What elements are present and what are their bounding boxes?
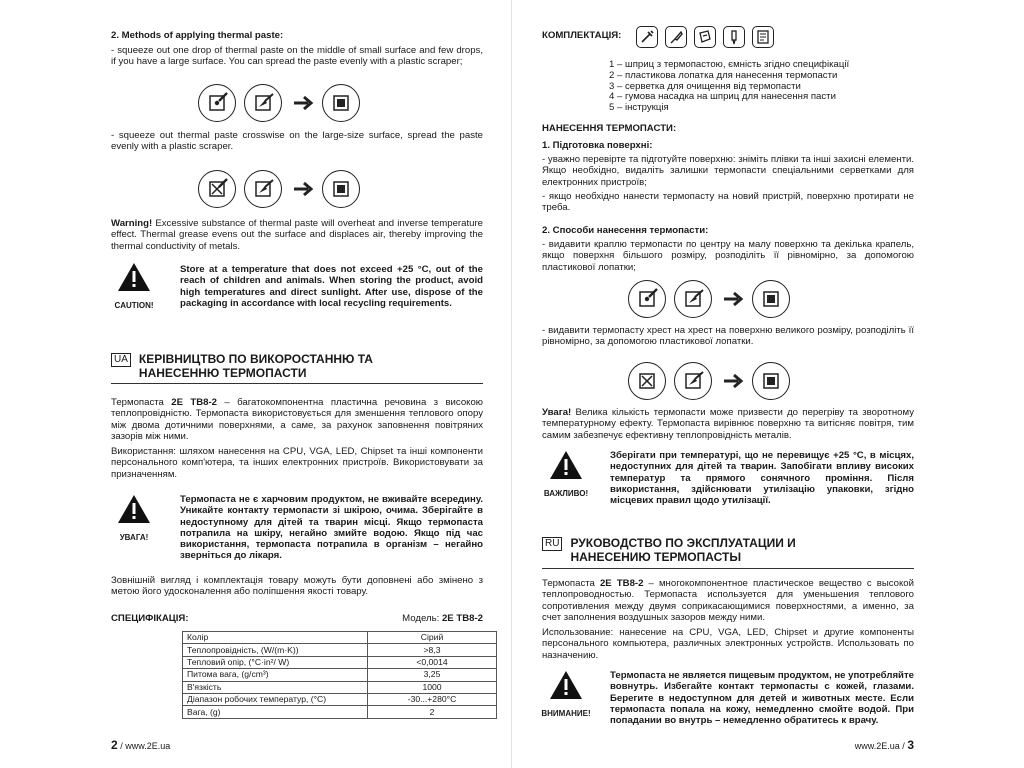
page-number: 3 — [907, 738, 914, 752]
table-row: Теплопровідність, (W/(m·K)) >8,3 — [183, 644, 497, 656]
ru-badge: RU — [542, 537, 562, 551]
ua-warning-text: Термопаста не є харчовим продуктом, не вживайте всередину. Уникайте контакту термопасти зі шкірою, очима. Зберігайте в недоступному для дітей та тварин місці. Якщо термопаста потрапила на шкіру, негайно змийте водою. Якщо під час використання, термопаста потрапила в організм – негайно зверніться до лікаря. — [180, 494, 483, 562]
ua-title-line2: НАНЕСЕННЮ ТЕРМОПАСТИ — [138, 366, 307, 380]
spec-table — [182, 631, 497, 719]
right-footer — [842, 738, 914, 752]
ru-intro: Термопаста 2E TB8-2 – многокомпонентное пластическое вещество с высокой теплопроводностью. Термопаста используется для уменьшения теплового сопротивления между двумя соприкасающимися поверхностями, а именно, за счет заполнения воздушных зазоров между ними. — [542, 578, 914, 623]
ru-title-line1: РУКОВОДСТВО ПО ЭКСПЛУАТАЦИИ И — [570, 536, 796, 550]
method-small-text: - squeeze out one drop of thermal paste on the middle of small surface and few drops, if you have a large surface. You can spread the paste evenly with a plastic scraper; — [111, 45, 483, 68]
warning-text: Велика кількість термопасти може призвести до перегріву та зворотному температурному ефекту. Термопаста вирівнює поверхню та витісняє повітря, тим самим забезпечує ефективну теплопровідність металів. — [542, 407, 914, 441]
table-row: В'язкість 1000 — [183, 681, 497, 693]
list-item: 4 – гумова насадка на шприц для нанесення пасти — [609, 91, 836, 103]
caution-triangle-icon — [549, 670, 583, 700]
spread-paste-icon — [674, 362, 712, 400]
ua-usage: Використання: шляхом нанесення на CPU, VGA, LED, Chipset та інші компоненти персонального комп'ютера, та інших електронних пристроїв. Використовувати за призначенням. — [111, 446, 483, 480]
syringe-icon — [636, 26, 658, 48]
ru-title-line2: НАНЕСЕНИЮ ТЕРМОПАСТЫ — [570, 550, 742, 564]
kit-list — [609, 60, 849, 114]
kit-icons — [636, 26, 781, 48]
caution-triangle-icon — [117, 262, 151, 292]
caution-text: Зберігати при температурі, що не перевищує +25 °С, в місцях, недоступних для дітей та тварин. Запобігати впливу високих температур та прямого сонячного проміння. Після використання, здійснювати утилізацію упаковки, згідно місцевих правил щодо утилізації. — [610, 450, 914, 507]
spatula-icon — [665, 26, 687, 48]
footer-site-link[interactable]: / www.2E.ua — [120, 741, 171, 751]
warning-text: Excessive substance of thermal paste will overheat and inverse temperature effect. Thermal grease evens out the surface and displaces air, thereby improving the thermal conductivity of metals. — [111, 218, 483, 252]
prep-heading: 1. Підготовка поверхні: — [542, 140, 653, 151]
ru-warning-block — [536, 670, 596, 719]
spread-paste-icon — [244, 84, 282, 122]
list-item: 3 – серветка для очищення від термопасти — [609, 80, 801, 92]
chip-drop-icon — [628, 280, 666, 318]
chip-covered-icon — [752, 362, 790, 400]
kit-heading: КОМПЛЕКТАЦІЯ: — [542, 30, 622, 41]
nozzle-icon — [723, 26, 745, 48]
table-row: Вага, (g) 2 — [183, 706, 497, 718]
arrow-right-icon — [722, 289, 746, 309]
ua-title-line1: КЕРІВНИЦТВО ПО ВИКОРОСТАННЮ ТА — [138, 352, 373, 366]
caution-triangle-icon — [549, 450, 583, 480]
table-row: Тепловий опір, (°C·in²/ W) <0,0014 — [183, 656, 497, 668]
arrow-right-icon — [292, 179, 316, 199]
chip-covered-icon — [322, 84, 360, 122]
ua-appearance: Зовнішній вигляд і комплектація товару можуть бути доповнені або змінено з метою його удосконалення або поліпшення якості товару. — [111, 575, 483, 598]
caution-text: Store at a temperature that does not exceed +25 °C, out of the reach of children and animals. When storing the product, avoid high temperatures and direct sunlight. After use, dispose of the packaging in accordance with local recycling requirements. — [180, 264, 483, 309]
small-surface-steps — [628, 280, 798, 318]
small-surface-steps — [198, 84, 368, 122]
warning-paragraph — [111, 218, 483, 252]
ru-intro-model: 2E TB8-2 — [599, 578, 644, 589]
manual-icon — [752, 26, 774, 48]
spec-heading: СПЕЦИФІКАЦІЯ: — [111, 613, 189, 624]
caution-label: CAUTION! — [114, 301, 154, 310]
method-large-text: - squeeze out thermal paste crosswise on the large-size surface, spread the paste evenly with a plastic scraper. — [111, 130, 483, 153]
chip-covered-icon — [752, 280, 790, 318]
ua-warning-block — [104, 494, 164, 543]
list-item: 2 – пластикова лопатка для нанесення термопасти — [609, 69, 838, 81]
left-footer — [111, 738, 170, 752]
right-page — [512, 0, 1024, 768]
way-small-text: - видавити краплю термопасти по центру на малу поверхню та декілька крапель, якщо поверхня більшого розміру, розподіліть її рівномірно, за допомогою пластикової лопатки; — [542, 239, 914, 273]
caution-block — [104, 262, 164, 311]
page-number: 2 — [111, 738, 118, 752]
warning-label: Увага! — [542, 407, 572, 418]
caution-block — [536, 450, 596, 499]
list-item: 1 – шприц з термопастою, ємність згідно специфікації — [609, 59, 850, 70]
model-line: Модель: 2E TB8-2 — [402, 613, 483, 624]
chip-covered-icon — [322, 170, 360, 208]
ru-usage: Использование: нанесение на CPU, VGA, LED, Chipset и другие компоненты персонального компьютера, различных электронных устройств. Использовать по назначению. — [542, 627, 914, 661]
warning-label: Warning! — [111, 218, 153, 229]
spread-paste-icon — [244, 170, 282, 208]
caution-label: ВАЖЛИВО! — [543, 489, 589, 498]
table-row: Діапазон робочих температур, (°C) -30...+280°C — [183, 693, 497, 705]
chip-cross-icon — [198, 170, 236, 208]
ua-warning-label: УВАГА! — [119, 533, 149, 542]
large-surface-steps — [628, 362, 798, 400]
spread-paste-icon — [674, 280, 712, 318]
table-row: Питома вага, (g/cm³) 3,25 — [183, 669, 497, 681]
prep-text-2: - якщо необхідно нанести термопасту на новий пристрій, поверхню протирати не треба. — [542, 191, 914, 214]
ua-badge: UA — [111, 353, 131, 367]
list-item: 5 – інструкція — [609, 102, 669, 114]
footer-site-link[interactable]: www.2E.ua / — [854, 741, 905, 751]
arrow-right-icon — [292, 93, 316, 113]
model-value: 2E TB8-2 — [441, 613, 483, 624]
warning-paragraph — [542, 407, 914, 441]
ua-section-header — [111, 352, 373, 380]
large-surface-steps — [198, 170, 368, 208]
caution-triangle-icon — [117, 494, 151, 524]
way-large-text: - видавити термопасту хрест на хрест на поверхню великого розміру, розподіліть її рівномірно, за допомогою пластикової лопатки. — [542, 325, 914, 348]
wipe-icon — [694, 26, 716, 48]
table-row: Колір Сірий — [183, 632, 497, 644]
chip-cross-icon — [628, 362, 666, 400]
ru-divider — [542, 568, 914, 569]
chip-drop-icon — [198, 84, 236, 122]
apply-heading: НАНЕСЕННЯ ТЕРМОПАСТИ: — [542, 123, 677, 134]
ways-heading: 2. Способи нанесення термопасти: — [542, 225, 709, 236]
arrow-right-icon — [722, 371, 746, 391]
prep-text-1: - уважно перевірте та підготуйте поверхню: зніміть плівки та інші захисні елементи. Якщо необхідно, видаліть залишки термопасти спеціальними серветками для електронних пристроїв; — [542, 154, 914, 188]
ua-divider — [111, 383, 483, 384]
ua-intro: Термопаста 2E TB8-2 – багатокомпонентна пластична речовина з високою теплопровідністю. Термопаста використовується для зменшення теплового опору між двома дотичними поверхнями, а саме, за рахунок заповнення повітряних зазорів між ними. — [111, 397, 483, 442]
ru-section-header — [542, 536, 796, 564]
ua-intro-model: 2E TB8-2 — [171, 397, 218, 408]
ru-warning-text: Термопаста не является пищевым продуктом, не употребляйте вовнутрь. Избегайте контакт термопасты с кожей, глазами. Берегите в недоступном для детей и животных месте. Если термопаста попала на кожу, немедленно смойте водой. При попадании во внутрь – немедленно обратитесь к врачу. — [610, 670, 914, 727]
ru-warning-label: ВНИМАНИЕ! — [541, 709, 591, 718]
methods-heading: 2. Methods of applying thermal paste: — [111, 30, 284, 41]
